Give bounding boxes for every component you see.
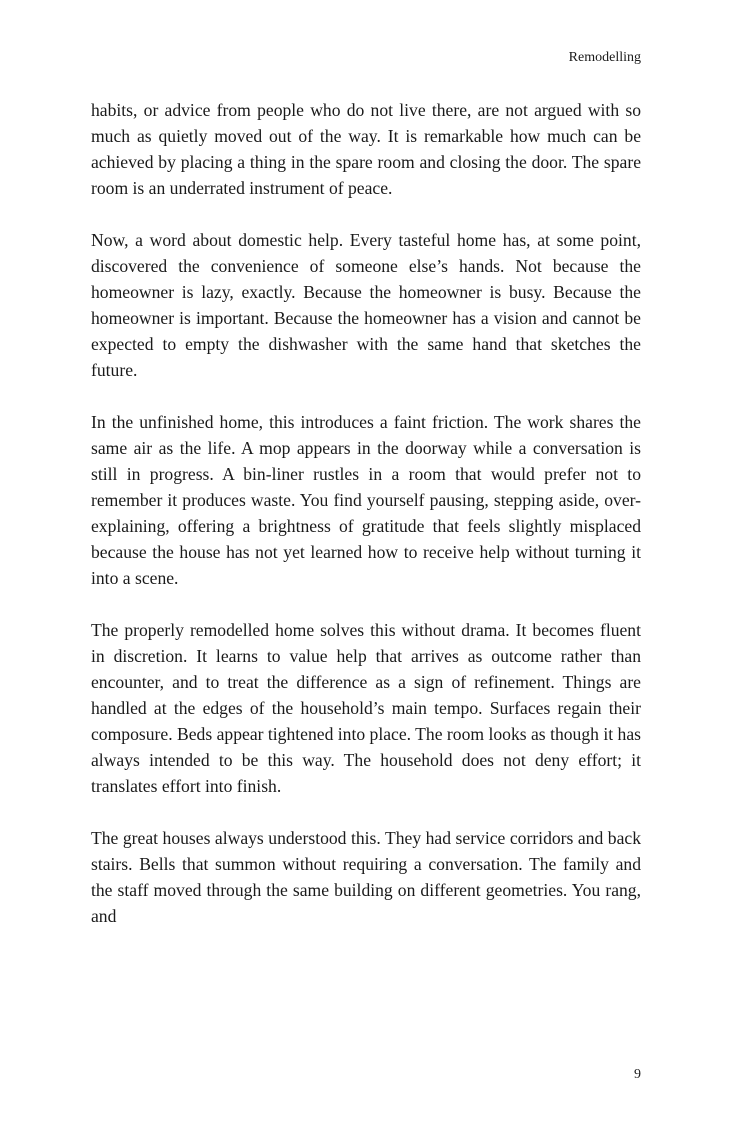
body-text (91, 97, 641, 929)
paragraph: habits, or advice from people who do not live there, are not argued with so much as quietly moved out of the way. It is remarkable how much can be achieved by placing a thing in the spare room and closing the door. The spare room is an underrated instrument of peace. (91, 100, 641, 198)
paragraph: Now, a word about domestic help. Every tasteful home has, at some point, discovered the convenience of someone else’s hands. Not because the homeowner is lazy, exactly. Because the homeowner is busy. Because the homeowner is important. Because the homeowner has a vision and cannot be expected to empty the dishwasher with the same hand that sketches the future. (91, 230, 641, 380)
paragraph: In the unfinished home, this introduces a faint friction. The work shares the same air as the life. A mop appears in the doorway while a conversation is still in progress. A bin-liner rustles in a room that would prefer not to remember it produces waste. You find yourself pausing, stepping aside, over-explaining, offering a brightness of gratitude that feels slightly misplaced because the house has not yet learned how to receive help without turning it into a scene. (91, 412, 641, 588)
paragraph: The great houses always understood this. They had service corridors and back stairs. Bells that summon without requiring a conversation. The family and the staff moved through the same building on different geometries. You rang, and (91, 828, 641, 926)
page-number: 9 (634, 1067, 641, 1082)
running-head-title: Remodelling (568, 50, 641, 65)
paragraph: The properly remodelled home solves this without drama. It becomes fluent in discretion. It learns to value help that arrives as outcome rather than encounter, and to treat the difference as a sign of refinement. Things are handled at the edges of the household’s main tempo. Surfaces regain their composure. Beds appear tightened into place. The room looks as though it has always intended to be this way. The household does not deny effort; it translates effort into finish. (91, 620, 641, 796)
